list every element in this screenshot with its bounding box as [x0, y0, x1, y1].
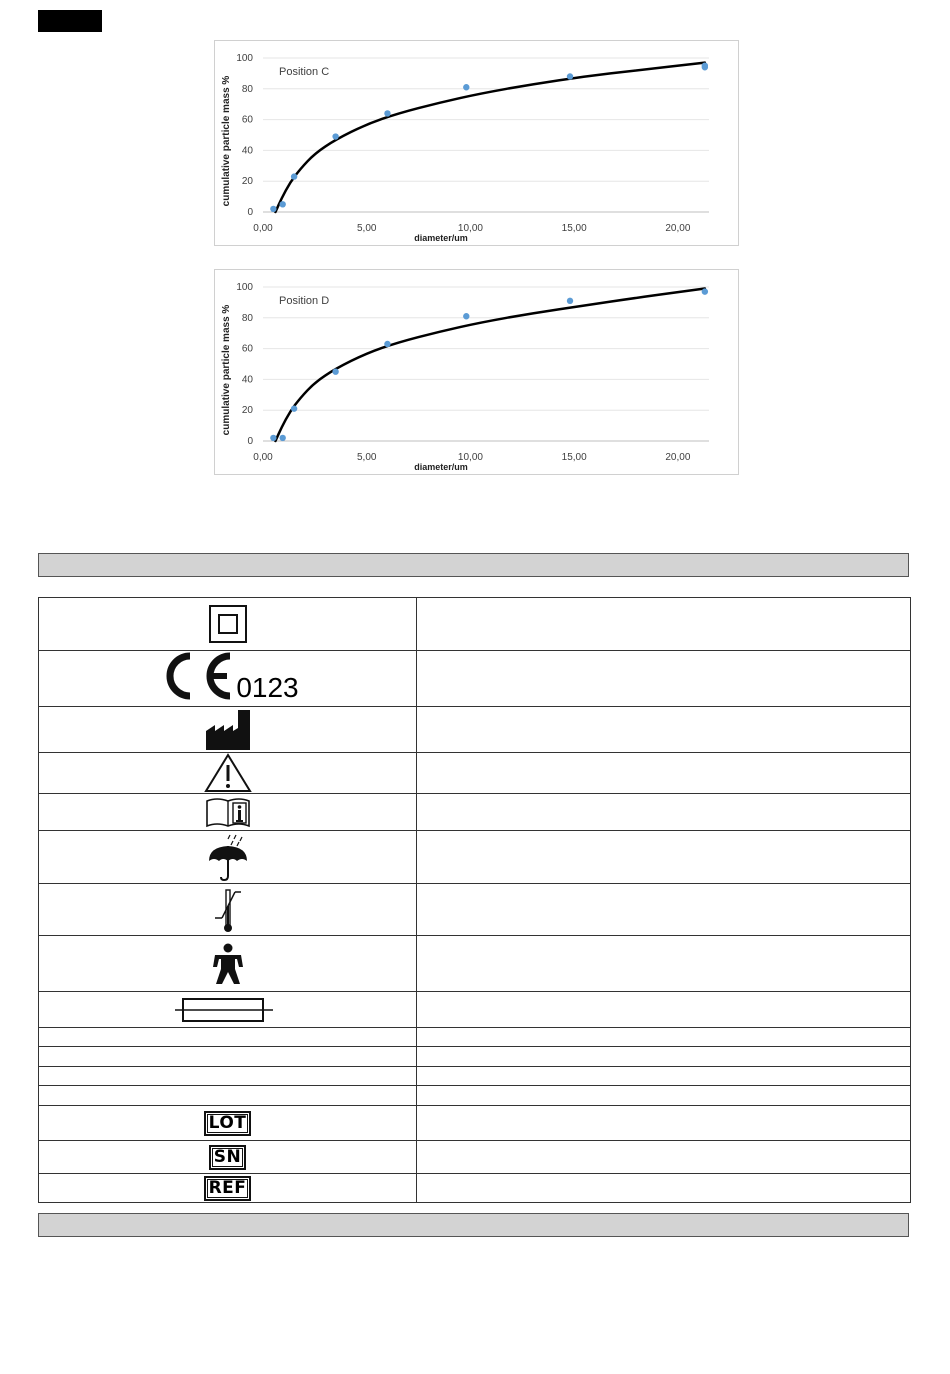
y-tick-label: 40: [241, 374, 253, 386]
data-point: [270, 435, 276, 441]
description-cell: [417, 1067, 911, 1086]
description-cell: [417, 936, 911, 992]
x-axis-title: diameter/um: [414, 233, 468, 243]
data-point: [280, 435, 286, 441]
symbol-cell: [39, 831, 417, 884]
y-tick-label: 80: [241, 83, 253, 95]
symbol-row: [39, 794, 911, 831]
data-point: [384, 110, 390, 116]
symbol-cell: [39, 651, 417, 707]
data-point: [270, 206, 276, 212]
description-cell: [417, 794, 911, 831]
description-cell: [417, 1174, 911, 1203]
x-tick-label: 0,00: [253, 452, 273, 463]
description-cell: [417, 651, 911, 707]
reference-number-symbol: REF: [204, 1176, 252, 1201]
symbol-row: [39, 707, 911, 753]
ce-mark-icon: [156, 651, 234, 701]
trend-line: [275, 289, 704, 441]
data-point: [463, 84, 469, 90]
fuse-icon: [173, 996, 283, 1024]
symbol-row: [39, 1141, 911, 1174]
notified-body-number: 0123: [236, 672, 299, 703]
empty-row: [39, 1047, 911, 1067]
double-insulation-icon: [208, 604, 248, 644]
symbol-row: [39, 1106, 911, 1141]
data-point: [702, 64, 708, 70]
symbol-cell: [39, 1067, 417, 1086]
x-tick-label: 20,00: [665, 452, 691, 463]
description-cell: [417, 598, 911, 651]
data-point: [567, 298, 573, 304]
description-cell: [417, 707, 911, 753]
y-tick-label: 20: [241, 405, 253, 417]
symbol-row: [39, 651, 911, 707]
ce-mark: [156, 651, 298, 701]
description-cell: [417, 884, 911, 936]
y-tick-label: 100: [236, 282, 253, 293]
empty-row: [39, 1067, 911, 1086]
chart-annotation: Position D: [279, 295, 330, 307]
y-tick-label: 60: [241, 343, 253, 355]
y-tick-label: 100: [236, 53, 253, 64]
chart-position-c: [214, 40, 739, 246]
symbol-row: [39, 598, 911, 651]
description-cell: [417, 753, 911, 794]
chart-annotation: Position C: [279, 66, 330, 78]
description-cell: [417, 1106, 911, 1141]
y-tick-label: 0: [247, 207, 253, 218]
x-tick-label: 5,00: [356, 452, 377, 463]
x-tick-label: 20,00: [665, 223, 691, 234]
symbol-cell: [39, 1106, 417, 1141]
description-cell: [417, 1028, 911, 1047]
symbol-row: [39, 753, 911, 794]
symbol-row: [39, 992, 911, 1028]
section-footer-bar: [38, 1213, 909, 1237]
description-cell: [417, 1141, 911, 1174]
data-point: [702, 288, 708, 294]
header-black-block: [38, 10, 102, 32]
symbol-row: [39, 936, 911, 992]
keep-dry-umbrella-icon: [206, 833, 250, 881]
lot-symbol: LOT: [204, 1111, 252, 1136]
x-tick-label: 10,00: [457, 452, 483, 463]
symbol-row: [39, 1174, 911, 1203]
data-point: [291, 405, 297, 411]
x-axis-title: diameter/um: [414, 462, 468, 472]
x-tick-label: 0,00: [253, 223, 273, 234]
symbol-cell: [39, 794, 417, 831]
x-tick-label: 5,00: [356, 223, 377, 234]
x-tick-label: 10,00: [457, 223, 483, 234]
symbol-cell: [39, 1028, 417, 1047]
data-point: [463, 313, 469, 319]
trend-line: [275, 63, 704, 212]
symbol-cell: [39, 884, 417, 936]
description-cell: [417, 831, 911, 884]
y-tick-label: 20: [241, 176, 253, 188]
symbol-cell: [39, 598, 417, 651]
symbol-cell: [39, 1047, 417, 1067]
data-point: [332, 369, 338, 375]
y-tick-label: 40: [241, 145, 253, 157]
warning-caution-icon: [204, 753, 252, 793]
symbol-cell: [39, 992, 417, 1028]
data-point: [567, 73, 573, 79]
symbol-cell: [39, 1174, 417, 1203]
description-cell: [417, 992, 911, 1028]
symbol-cell: [39, 1141, 417, 1174]
data-point: [280, 201, 286, 207]
instructions-for-use-icon: [205, 796, 251, 828]
chart-position-c-svg: [215, 41, 740, 247]
type-b-applied-part-icon: [210, 943, 246, 985]
y-tick-label: 0: [247, 436, 253, 447]
symbol-row: [39, 831, 911, 884]
description-cell: [417, 1086, 911, 1106]
y-axis-title: cumulative particle mass %: [221, 75, 232, 207]
data-point: [332, 133, 338, 139]
symbol-cell: [39, 753, 417, 794]
serial-number-symbol: SN: [209, 1145, 246, 1170]
x-tick-label: 15,00: [561, 223, 587, 234]
data-point: [384, 341, 390, 347]
y-tick-label: 60: [241, 114, 253, 126]
temperature-limit-icon: [213, 886, 243, 934]
symbol-row: [39, 884, 911, 936]
description-cell: [417, 1047, 911, 1067]
chart-position-d: [214, 269, 739, 475]
symbol-cell: [39, 707, 417, 753]
empty-row: [39, 1028, 911, 1047]
y-axis-title: cumulative particle mass %: [221, 304, 232, 436]
y-tick-label: 80: [241, 312, 253, 324]
manufacturer-icon: [205, 709, 251, 751]
symbols-table: [38, 597, 911, 1203]
symbol-cell: [39, 936, 417, 992]
data-point: [291, 173, 297, 179]
section-header-bar: [38, 553, 909, 577]
empty-row: [39, 1086, 911, 1106]
x-tick-label: 15,00: [561, 452, 587, 463]
chart-position-d-svg: [215, 270, 740, 476]
symbol-cell: [39, 1086, 417, 1106]
